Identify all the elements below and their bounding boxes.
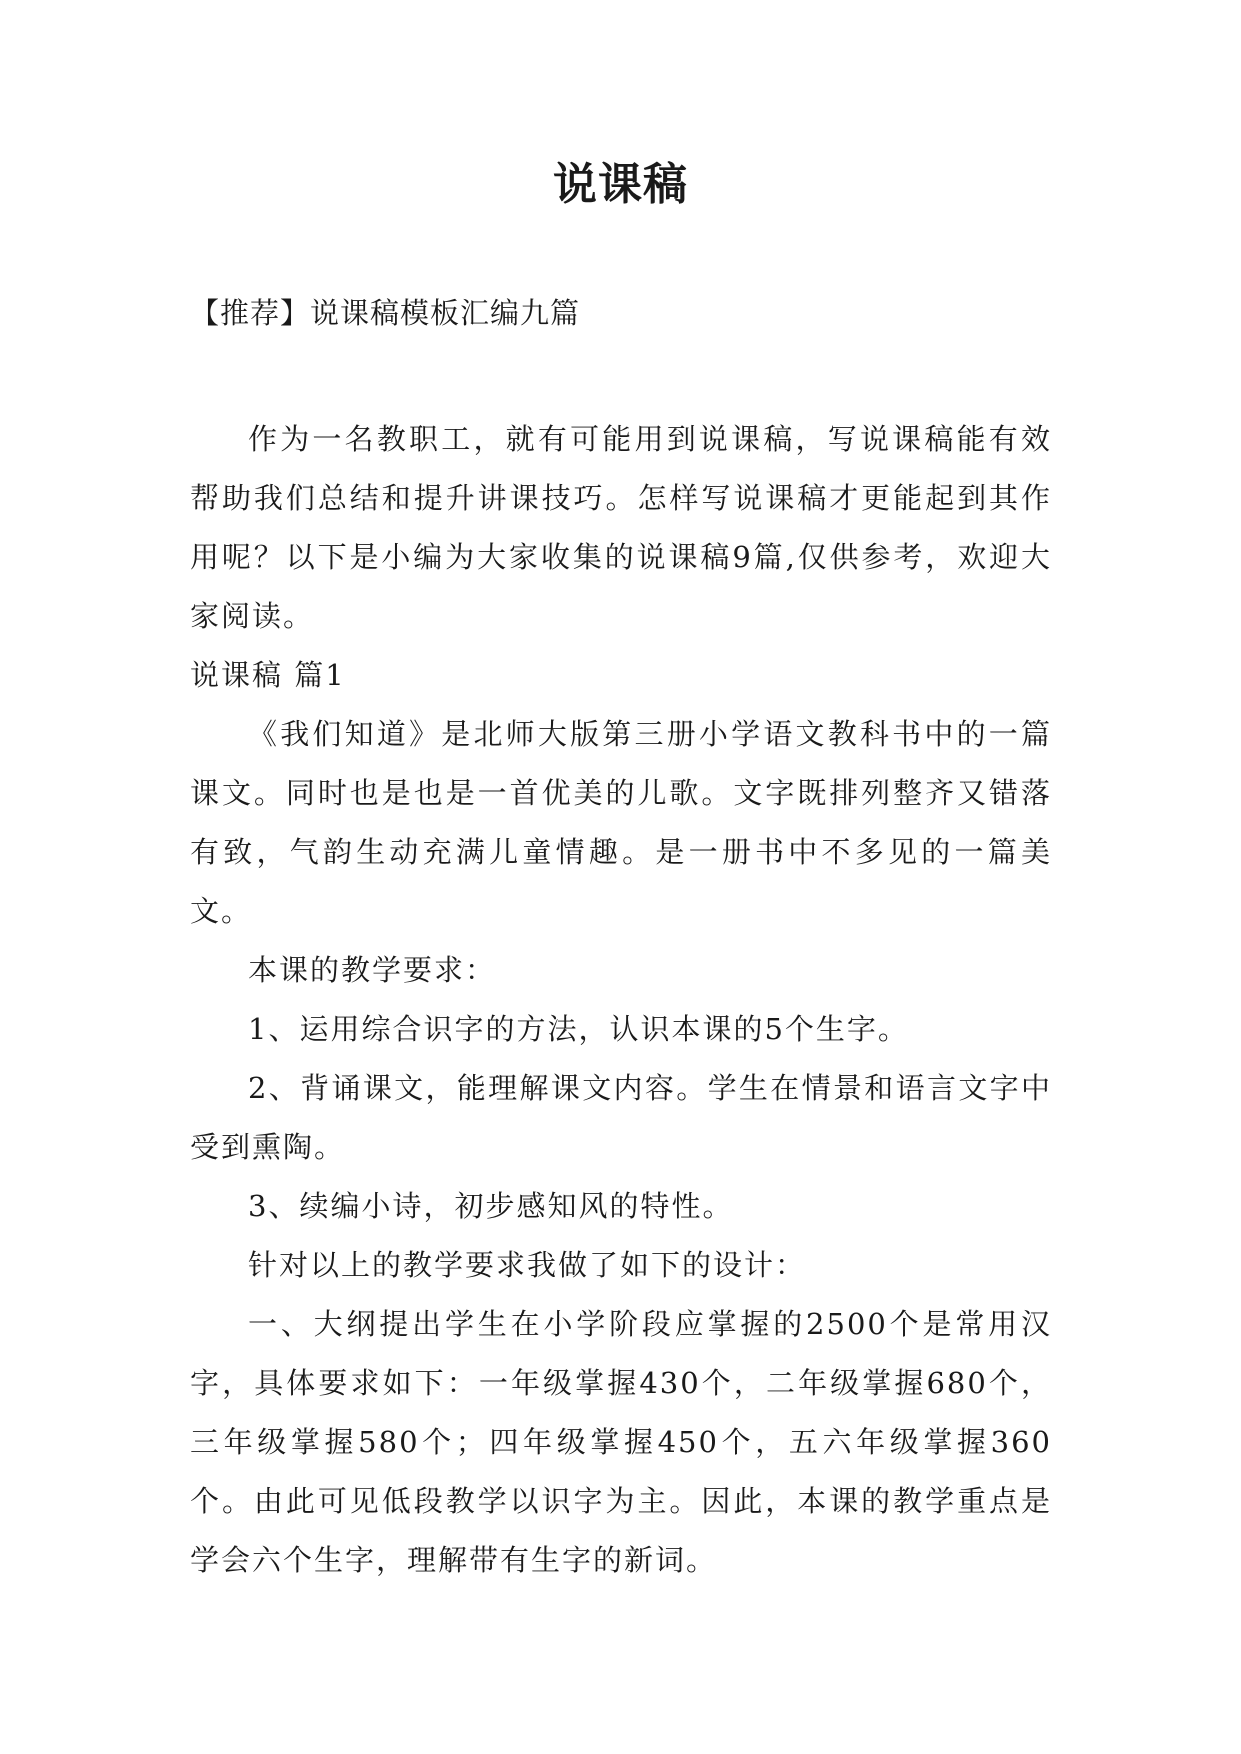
paragraph: 《我们知道》是北师大版第三册小学语文教科书中的一篇课文。同时也是也是一首优美的儿歌。文字既排列整齐又错落有致，气韵生动充满儿童情趣。是一册书中不多见的一篇美文。 <box>190 717 1052 928</box>
paragraph: 2、背诵课文，能理解课文内容。学生在情景和语言文字中受到熏陶。 <box>190 1071 1052 1164</box>
document-body <box>190 410 1052 1590</box>
paragraph: 1、运用综合识字的方法，认识本课的5个生字。 <box>248 1012 909 1046</box>
document-subtitle: 【推荐】说课稿模板汇编九篇 <box>190 296 581 330</box>
paragraph: 一、大纲提出学生在小学阶段应掌握的2500个是常用汉字，具体要求如下：一年级掌握430个，二年级掌握680个，三年级掌握580个；四年级掌握450个，五六年级掌握360个。由此可见低段教学以识字为主。因此，本课的教学重点是学会六个生字，理解带有生字的新词。 <box>190 1307 1052 1577</box>
paragraph: 本课的教学要求： <box>248 953 497 987</box>
document-title: 说课稿 <box>553 159 688 210</box>
paragraph: 针对以上的教学要求我做了如下的设计： <box>248 1248 807 1282</box>
intro-paragraph: 作为一名教职工，就有可能用到说课稿，写说课稿能有效帮助我们总结和提升讲课技巧。怎样写说课稿才更能起到其作用呢？以下是小编为大家收集的说课稿9篇,仅供参考，欢迎大家阅读。 <box>190 422 1052 633</box>
paragraph: 3、续编小诗，初步感知风的特性。 <box>248 1189 734 1223</box>
section-heading: 说课稿 篇1 <box>190 658 346 692</box>
